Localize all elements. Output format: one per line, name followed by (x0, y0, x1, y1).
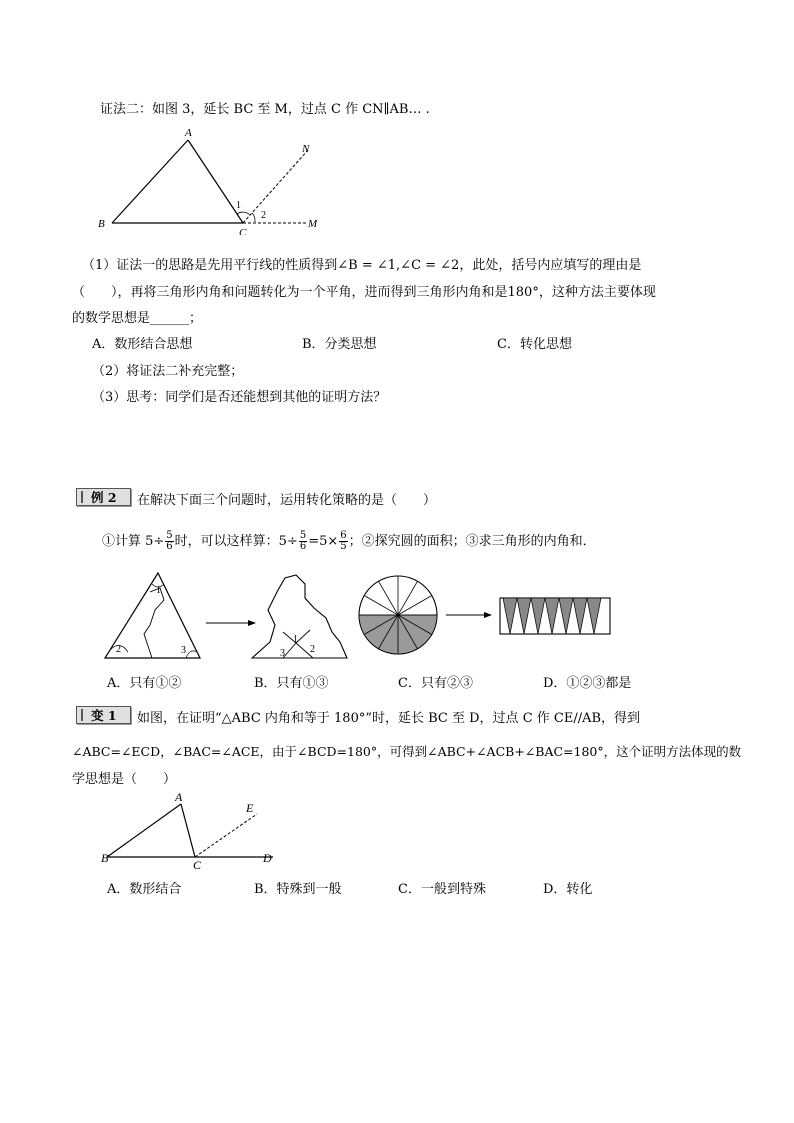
fig1-angle-1: 1 (156, 585, 161, 596)
example2-items (102, 527, 596, 557)
example2-option-d[interactable]: D．①②③都是 (543, 676, 632, 691)
variant1-option-a[interactable]: A．数形结合 (107, 882, 182, 897)
v1-label-D: D (263, 851, 272, 865)
q1-option-b[interactable]: B．分类思想 (302, 337, 377, 352)
variant1-option-c[interactable]: C．一般到特殊 (398, 882, 486, 897)
q1-line1: （1）证法一的思路是先用平行线的性质得到∠B = ∠1,∠C = ∠2，此处，括号内应填写的理由是 (82, 258, 642, 273)
v1-label-C: C (193, 858, 202, 870)
q1-option-c[interactable]: C．转化思想 (497, 337, 572, 352)
q3-text: （3）思考：同学们是否还能想到其他的证明方法？ (92, 390, 387, 405)
example2-option-b[interactable]: B．只有①③ (254, 676, 329, 691)
figure-3-triangle (90, 125, 330, 235)
label-angle-1: 1 (236, 200, 241, 211)
fig2-angle-1: 1 (293, 634, 298, 645)
variant1-line3: 学思想是（ ） (72, 772, 177, 787)
fig2-angle-3: 3 (280, 648, 285, 659)
item-end: ；②探究圆的面积；③求三角形的内角和． (348, 534, 596, 549)
fig1-angle-3: 3 (181, 645, 186, 656)
variant1-tag: 变 1 (76, 706, 131, 724)
example2-question: 在解决下面三个问题时，运用转化策略的是（ ） (137, 493, 437, 508)
label-A: A (185, 127, 192, 139)
variant1-figure (95, 790, 285, 870)
label-C: C (239, 227, 247, 235)
example2-option-c[interactable]: C．只有②③ (398, 676, 473, 691)
q1-line3: 的数学思想是______； (72, 311, 203, 326)
label-N: N (302, 143, 310, 155)
q1-line2: （ ），再将三角形内角和问题转化为一个平角，进而得到三角形内角和是180°，这种方法主要体现 (72, 285, 656, 300)
label-M: M (308, 218, 318, 230)
item-start: ①计算 5÷ (102, 534, 165, 549)
variant1-option-b[interactable]: B．特殊到一般 (254, 882, 342, 897)
item-mid2: =5× (308, 534, 339, 549)
example2-figures (100, 570, 620, 665)
example2-option-a[interactable]: A．只有①② (107, 676, 182, 691)
v1-label-B: B (101, 851, 109, 865)
fig1-angle-2: 2 (116, 644, 121, 655)
circle-sectors (359, 576, 437, 654)
fig2-angle-2: 2 (310, 644, 315, 655)
variant1-line1: 如图，在证明“△ABC 内角和等于 180°”时，延长 BC 至 D，过点 C 作 CE//AB，得到 (137, 711, 641, 726)
label-B: B (98, 218, 105, 230)
q2-text: （2）将证法二补充完整； (92, 364, 244, 379)
variant1-option-d[interactable]: D．转化 (543, 882, 593, 897)
proof2-intro: 证法二：如图 3，延长 BC 至 M，过点 C 作 CN∥AB… . (100, 102, 430, 117)
item-mid1: 时，可以这样算：5÷ (174, 534, 298, 549)
variant1-line2: ∠ABC=∠ECD，∠BAC=∠ACE，由于∠BCD=180°，可得到∠ABC+∠ACB+∠BAC=180°，这个证明方法体现的数 (72, 744, 742, 759)
v1-label-A: A (175, 790, 183, 804)
label-angle-2: 2 (261, 210, 266, 221)
example2-tag: 例 2 (76, 488, 131, 506)
sector-strip (500, 598, 610, 634)
q1-option-a[interactable]: A．数形结合思想 (92, 337, 193, 352)
fraction-6-5: $\frac{6}{5}$ (340, 530, 347, 552)
v1-label-E: E (246, 801, 254, 815)
fraction-5-6-b: $\frac{5}{6}$ (299, 530, 307, 552)
fraction-5-6: $\frac{5}{6}$ (166, 530, 173, 552)
